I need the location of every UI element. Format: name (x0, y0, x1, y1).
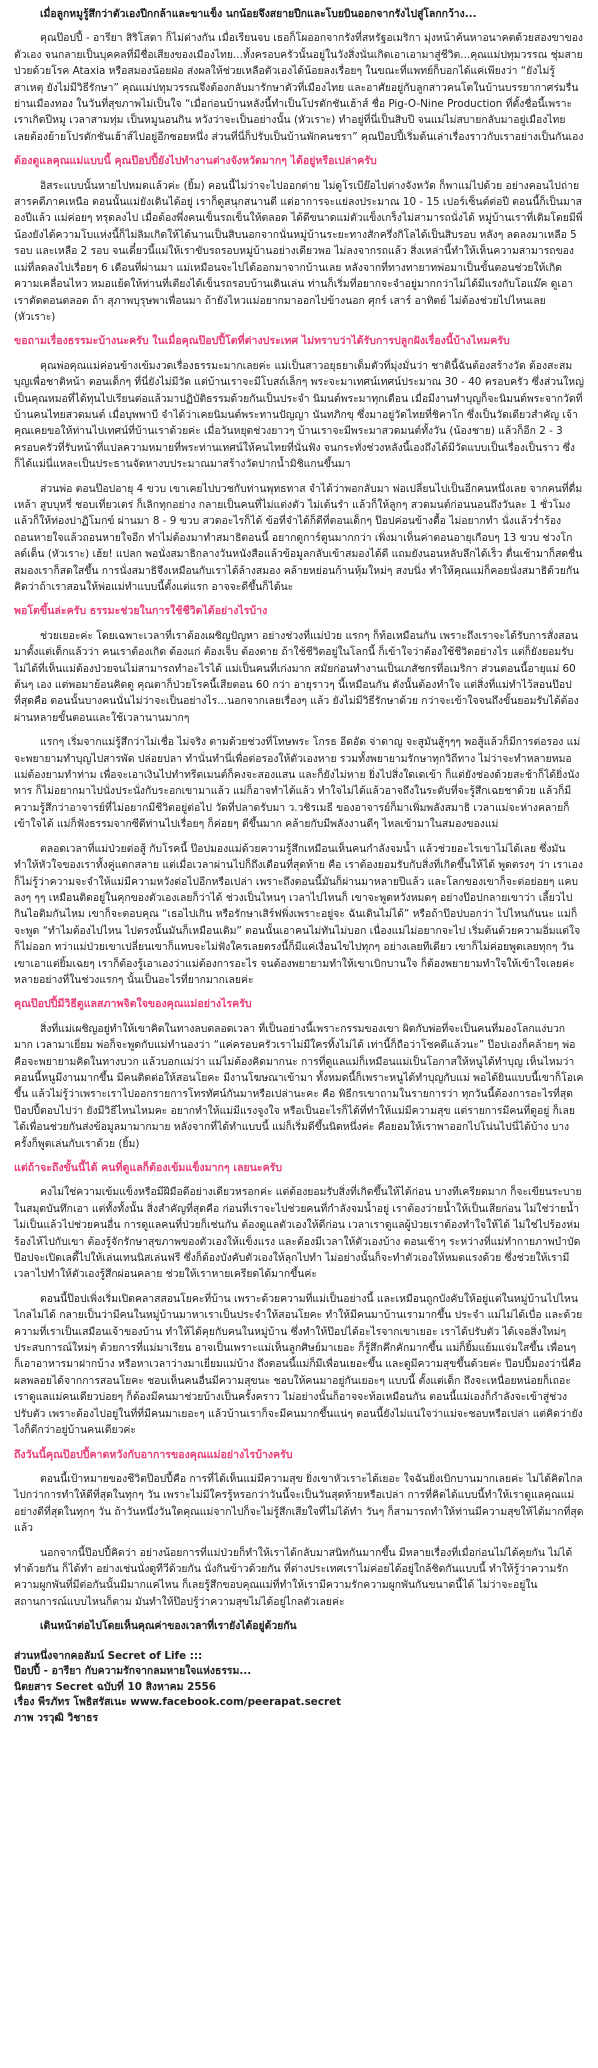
closing-line: เดินหน้าต่อไปโดยเห็นคุณค่าของเวลาที่เรายังได้อยู่ด้วยกัน (40, 1620, 297, 1633)
credit-photographer: ภาพ วรวุฒิ วิชาธร (14, 1711, 99, 1724)
question-heading-2: ขอถามเรื่องธรรมะบ้างนะครับ ในเมื่อคุณป๊อปปี้โตที่ต่างประเทศ ไม่ทราบว่าได้รับการปลูกฝังเรื่องนี้บ้างไหมครับ (14, 335, 510, 348)
paragraph-3b: ส่วนพ่อ ตอนป๊อปอายุ 4 ขวบ เขาเคยไปบวชกับท่านพุทธทาส จำได้ว่าพอกลับมา พ่อเปลี่ยนไปเป็นอีกคนหนึ่งเลย จากคนที่ดื่มเหล้า สูบบุหรี่ ชอบเที่ยวเตร่ ก็เลิกทุกอย่าง กลายเป็นคนที่ไม่แต่งตัว ไม่เต้นรำ แล้วก็ให้ลูกๆ สวดมนต์ก่อนนอนถึงวันละ 1 ชั่วโมง แล้วก็ให้ท่องปาฏิโมกข์ ผ่านมา 8 - 9 ขวบ สวดอะไรก็ได้ ข้อที่จำได้ก็ดีที่ตอนเด็กๆ ป๊อปค่อนข้างดื้อ ไม่อยากทำ นั่งแล้วร่ำร้อง ถอนหายใจแล้วถอนหายใจอีก ทำไม่ต้องมาทำสมาธิตอนนี้ อยากดูการ์ตูนมากกว่า เพิ่งมาเห็นค่าตอนอายุเกือบๆ 13 ขวบ ช่วงโกลด์เด็น (หัวเราะ) เฮ้ย! แปลก พอนั่งสมาธิกลางวันหนังสือแล้วข้อมูลกลับเข้าสมองได้ดี แถมยังนอนหลับลึกได้เร็ว ตื่นเช้ามาก็สดชื่น สมองเราก็สดใสขึ้น การนั่งสมาธิจึงเหมือนกับเราได้ล้างสมอง คล้ายหย่อนก้านหุ้มใหม่ๆ สงบนิ่ง ทำให้คุณแม่ก็คอยนั่งสมาธิด้วยกัน คิดว่าถ้าเราสอนให้พ่อแม่ทำแบบนี้ตั้งแต่แรก อาจจะดีขึ้นก็ได้นะ (14, 482, 583, 593)
credit-writer: เรื่อง พีรภัทร โพธิสรัสเนะ www.facebook.com/peerapat.secret (14, 1696, 342, 1709)
paragraph-4a: ช่วยเยอะค่ะ โดยเฉพาะเวลาที่เราต้องเผชิญปัญหา อย่างช่วงที่แม่ป่วย แรกๆ ก็ท้อเหมือนกัน เพราะถึงเราจะได้รับการสั่งสอนมาตั้งแต่เด็กแล้วว่า คนเราต้องเกิด ต้องแก่ ต้องเจ็บ ต้องตาย ถ้าใช้ชีวิตอยู่ในโลกนี้ ก็เข้าใจว่าต้องใช้ชีวิตอย่างไร แต่ก็ยังยอมรับไม่ได้ที่เห็นแม่ต้องป่วยจนไม่สามารถทำอะไรได้ แม่เป็นคนที่เก่งมาก สมัยก่อนทำงานเป็นเภสัชกรที่อเมริกา ส่วนตอนนี้อายุแม่ 60 ต้นๆ เอง แต่พอมาย้อนคิดดู คุณตาก็ป่วยโรคนี้เสียตอน 60 กว่า อายุราวๆ นี้เหมือนกัน ดังนั้นต้องทำใจ แต่สิ่งที่แม่ทำไว้สอนป๊อปที่สุดคือ ตอนนั้นบางคนนั่นไม่ว่าจะเป็นอย่างไร...นอกจากเลยเรื่องๆ แล้ว ยังไม่มีวิธีรักษาด้วย กว่าจะเข้าใจจนถึงขั้นยอมรับได้ต้องผ่านหลายขั้นตอนและใช้เวลานานมากๆ (14, 629, 579, 724)
paragraph-1: คุณป๊อปปี้ - อารียา สิริโสดา ก็ไม่ต่างกัน เมื่อเรียนจบ เธอก็โผออกจากรังที่สหรัฐอเมริกา มุ่งหน้าค้นหาอนาคตด้วยสองขาของตัวเอง จนกลายเป็นบุคคลที่มีชื่อเสียงของเมืองไทย...ทั้งครอบครัวนั้นอยู่ในวังสิ่งนั่นเกิดเอาเอามาสู่ชีวิต...คุณแม่ปทุมวรรณ ชุ่มสาย ป่วยด้วยโรค Ataxia หรือสมองน้อยฝ่อ ส่งผลให้ช่วยเหลือตัวเองได้น้อยลงเรื่อยๆ ในขณะที่แพทย์ก็บอกได้แค่เพียงว่า “ยังไม่รู้สาเหตุ ยังไม่มีวิธีรักษา” คุณแม่ปทุมวรรณจึงต้องกลับมารักษาตัวที่เมืองไทย และอาศัยอยู่กับลูกสาวคนโตในบ้านบรรยากาศร่มรื่นย่านเมืองทอง ในวันที่สุขภาพไม่เป็นใจ “เมื่อก่อนบ้านหลังนี้ทำเป็นโปรดักชันเฮ้าส์ ชื่อ Pig-O-Nine Production ที่ตั้งชื่อนี้เพราะเราเกิดปีหมู เวลาสามทุ่ม เป็นหมูนอนกิน หวังว่าจะเป็นอย่างนั้น (หัวเราะ) ทำอยู่ที่นี่เป็นสิบปี จนแม่ไม่สบายกลับมาอยู่เมืองไทย เลยต้องย้ายโปรดักชันเฮ้าส์ไปอยู่อีกซอยหนึ่ง ส่วนที่นี่ก็ปรับเป็นบ้านพักคนชรา” คุณป๊อปปี้เริ่มต้นเล่าเรื่องราวกับเราอย่างเป็นกันเอง (14, 32, 584, 143)
question-heading-5: แต่ถ้าจะถึงขั้นนี้ได้ คนที่ดูแลก็ต้องเข้มแข็งมากๆ เลยนะครับ (14, 1162, 283, 1174)
paragraph-8: ตอนนี้เป้าหมายของชีวิตป๊อปปี้คือ การที่ได้เห็นแม่มีความสุข ยิ่งเขาหัวเราะได้เยอะ ใจฉันยิ่งเบิกบานมากเลยค่ะ ไม่ได้คิดไกลไปกว่าการทำให้ดีที่สุดในทุกๆ วัน เพราะไม่มีใครรู้หรอกว่าวันนี้จะเป็นวันสุดท้ายหรือเปล่า การที่คิดได้แบบนี้ทำให้เราดูแลคุณแม่อย่างดีที่สุดในทุกๆ วัน ถ้าวันหนึ่งวันใดคุณแม่จากไปก็จะไม่รู้สึกเสียใจที่ไม่ได้ทำ วันๆ ก็สามารถทำให้ท่านมีความสุขให้ได้มากที่สุดแล้ว (14, 1472, 584, 1535)
paragraph-9: นอกจากนี้ป๊อปปี้คิดว่า อย่างน้อยการที่แม่ป่วยก็ทำให้เราได้กลับมาสนิทกันมากขึ้น มีหลายเรื่องที่เมื่อก่อนไม่ได้คุยกัน ไม่ได้ทำด้วยกัน ก็ได้ทำ อย่างเช่นนั่งดูทีวีด้วยกัน นั่งกินข้าวด้วยกัน ที่ต่างประเทศเราไม่ค่อยได้อยู่ใกล้ชิดกันแบบนี้ ทำให้รู้ว่าความรักความผูกพันที่มีต่อกันนั้นมีมากแค่ไหน ก็เลยรู้สึกขอบคุณแม่ที่ทำให้เรามีความรักความผูกพันกันขนาดนี้ได้ ไม่ว่าจะอยู่ในสถานการณ์แบบไหนก็ตาม มันทำให้ป๊อปรู้ว่าความสุขไม่ได้อยู่ไกลตัวเลยค่ะ (14, 1546, 573, 1608)
credit-column: ส่วนหนึ่งจากคอลัมน์ Secret of Life ::: (14, 1649, 203, 1662)
question-heading-6: ถึงวันนี้คุณป๊อปปี้คาดหวังกับอาการของคุณแม่อย่างไรบ้างครับ (14, 1448, 293, 1461)
credit-magazine: นิตยสาร Secret ฉบับที่ 10 สิงหาคม 2556 (14, 1680, 217, 1693)
question-heading-1: ต้องดูแลคุณแม่แบบนี้ คุณป๊อปปี้ยังไปทำงานต่างจังหวัดมากๆ ได้อยู่หรือเปล่าครับ (14, 155, 377, 168)
paragraph-5: สิ่งที่แม่เผชิญอยู่ทำให้เขาคิดในทางลบตลอดเวลา ที่เป็นอย่างนี้เพราะกรรมของเขา ผิดกับพ่อที่จะเป็นคนที่มองโลกแง่บวกมาก เวลามาเยี่ยม พ่อก็จะพูดกับแม่ทำนองว่า “แค่ครอบครัวเราไม่มีใครทิ้งไม่ได้ เท่านี้ก็ถือว่าโชคดีแล้วนะ” ป๊อปเองก็คล้ายๆ พ่อ คือจะพยายามคิดในทางบวก แล้วบอกแม่ว่า แม่ไม่ต้องคิดมากนะ การที่ดูแลแม่ก็เหมือนแม่เป็นโอกาสให้หนูได้ทำบุญ เห็นไหมว่าคอนนี้หนูมีงานมากขึ้น มีคนติดต่อให้สอนโยคะ มีงานโฆษณาเข้ามา ทั้งหมดนี้ก็เพราะหนูได้ทำบุญกับแม่ พอได้ยินแบบนี้เขาก็โอเคขึ้น แล้วไม่รู้ว่าเพราะเราไปออกรายการโทรทัศน์กันมาหรือเปล่านะคะ คือ พิธีกรเขาถามในรายการว่า ทุกวันนี้ต้องการอะไรที่สุด ป๊อปปี้ตอบไปว่า ยังมีวิธีไหนไหมคะ อยากทำให้แม่มีแรงจูงใจ หรือเป็นอะไรก็ได้ที่ทำให้แม่มีความสุข แต่รายการมีคนที่ดูอยู่ ก็เลยได้เพื่อนช่วยกันส่งข้อมูลมามากมาย หลังจากที่ได้ทำแบบนี้ แม่ก็เริ่มดีขึ้นนิดหนึ่งค่ะ คือยอมให้เราพาออกไปโน่นไปนี่ได้บ้าง บางครั้งก็พูดเล่นกับเราด้วย (ยิ้ม) (14, 1022, 584, 1150)
paragraph-7: ตอนนี้ป๊อปเพิ่งเริ่มเปิดคลาสสอนโยคะที่บ้าน เพราะด้วยความที่แม่เป็นอย่างนี้ และเหมือนถูกบังคับให้อยู่แต่ในหมู่บ้านไปไหนไกลไม่ได้ กลายเป็นว่ามีคนในหมู่บ้านมาหาเราเป็นประจำให้สอนโยคะ ทำให้มีคนมาบ้านเรามากขึ้น ประจำ แม่ไม่ได้เบื่อ และด้วยความที่เราเป็นเสมือนเจ้าของบ้าน ทำให้ได้คุยกับคนในหมู่บ้าน ซึ่งทำให้ป๊อปได้อะไรจากเขาเยอะ เราได้ปรับตัว ได้เจอสิ่งใหม่ๆ ประสบการณ์ใหม่ๆ ด้วยการที่แม่มาเรียน อาจเป็นเพราะแม่เห็นลูกศิษย์มาเยอะ ก็รู้สึกคึกคักมากขึ้น แม่ก็ยิ้มแย้มแจ่มใสขึ้น เพื่อนๆ ก็เอาอาหารมาฝากบ้าง หรือหาเวลาว่างมาเยี่ยมแม่บ้าง ถึงตอนนี้แม่ก็มีเพื่อนเยอะขึ้น และดูมีความสุขขึ้นด้วยค่ะ ป๊อปปี้มองว่านี่คือผลพลอยได้จากการสอนโยคะ ชอบเห็นคนอื่นมีความสุขนะ ชอบให้คนมาอยู่กันเยอะๆ แบบนี้ ตั้งแต่เด็ก ถึงจะเหนื่อยหน่อยก็เถอะ เราดูแลแม่คนเดียวบ่อยๆ ก็ต้องมีคนมาช่วยบ้างเป็นครั้งคราว ไม่อย่างนั้นก็อาจจะท้อเหมือนกัน ตอนนี้แม่เองก็กำลังจะเข้าสู่ช่วงปรับตัว เพราะต้องไปอยู่ในที่ที่มีคนมาเยอะๆ แล้วบ้านเราก็จะมีคนมากขึ้นแน่ๆ ตอนนี้ยังไม่แน่ใจว่าแม่จะชอบหรือเปล่า แต่คิดว่ายังไงก็ดีกว่าอยู่บ้านคนเดียวค่ะ (14, 1292, 583, 1437)
paragraph-6: คงไม่ใช่ความเข้มแข็งหรือมีฝีมือดีอย่างเดียวหรอกค่ะ แต่ต้องยอมรับสิ่งที่เกิดขึ้นให้ได้ก่อน บางทีเครียดมาก ก็จะเขียนระบายในสมุดบันทึกเอา แต่ทั้งทั้งนั้น สิ่งสำคัญที่สุดคือ ก่อนที่เราจะไปช่วยคนที่กำลังจมน้ำอยู่ เราต้องว่ายน้ำให้เป็นเสียก่อน ไม่ใช่ว่ายน้ำไม่เป็นแล้วไปช่วยคนอื่น การดูแลคนที่ป่วยก็เช่นกัน ต้องดูแลตัวเองให้ดีก่อน เวลาเราดูแลผู้ป่วยเราต้องทำใจให้ได้ ไม่ใช่ไปร้องห่มร้องไห้ไปกับเขา ต้องรู้จักรักษาสุขภาพของตัวเองให้แข็งแรง และต้องมีเวลาให้ตัวเองบ้าง ตอนเช้าๆ ระหว่างที่แม่ทำกายภาพบำบัด ป๊อปจะเปิดเลดี้ไปให้เล่นเทนนิสเล่นฟรี ซึ่งก็ต้องบังคับตัวเองให้ลุกไปทำ ไม่อย่างนั้นก็จะทำตัวเองให้หมดแรงด้วย ซึ่งช่วยให้เรามีเวลาไปทำให้ตัวเองรู้สึกผ่อนคลาย ช่วยให้เราหายเครียดได้มากขึ้นค่ะ (14, 1186, 582, 1281)
intro-paragraph: เมื่อลูกหมูรู้สึกว่าตัวเองปีกกล้าและขาแข็ง นกน้อยจึงสยายปีกและโบยบินออกจากรังไปสู่โลกกว้าง... (40, 8, 477, 20)
credit-title: ป๊อปปี้ - อารียา กับความรักจากลมหายใจแห่งธรรม... (14, 1665, 252, 1678)
paragraph-2: อิสระแบบนั้นหายไปหมดแล้วค่ะ (ยิ้ม) คอนนี้ไม่ว่าจะไปออกต่าย ไม่ดูโรเบีย๊อไปต่างจังหวัด ก็พาแม่ไปด้วย อย่างคอนไปถ่ายสารคดีภาคเหนือ ตอนนั้นแม่ยังเดินได้อยู่ เราก็ดูสนุกสนานดี แต่อาการจะแย่ลงประมาณ 10 - 15 เปอร์เซ็นต์ต่อปี ตอนนี้ก็เป็นมาสองปีแล้ว แม่ค่อยๆ ทรุดลงไป เมื่อต้องพึ่งคนเข็นรถเข็นให้ตลอด ได้ดีขนาดแม่ตัวแข็งเกร็งไม่สามารถนั่งได้ หมู่บ้านเราที่เดิมโดยมีพี่น้องยังได้ความโบแห่งนี้ก็ไม่ลิมเกิดให้ได้นานเป็นสิบนอกจากนั่นหมู่บ้านระยะทางสักครึ่งกิโลได้เป็นสิบรอบ หลังๆ ลดลงมาเหลือ 5 รอบ และเหลือ 2 รอบ จนเดี๋ยวนี้แม่ให้เราขับรถรอบหมู่บ้านอย่างเดียวพอ ไม่ลงจากรถแล้ว สิ่งเหล่านี้ทำให้เห็นความสามารถของแม่ที่ลดลงไปเรื่อยๆ 6 เดือนที่ผ่านมา แม่เหมือนจะไปได้ออกมาจากบ้านเลย หลังจากที่ทางทายาทพ่อมาเป็นขั้นตอนช่วยให้เกิดความเคลื่อนไหว หมอแย้ดให้ท่านที่เตียงได้เข็นรถรอบบ้านเดินเล่น ท่านก็เริ่มที่อยากจะจำอยู่มากกว่าไม่ได้มีแรงกับโอแม๊ค ดูเอา เราตัดตอนตลอด ถ้า สุภาพบุรุษพาเพื่อนมา ถ้ายังไหวแม่อยากมาออกไปข้างนอก ศุกร์ เสาร์ อาทิตย์ ไม่ต้องช่วยไปไหนเลย (หัวเราะ) (14, 179, 583, 323)
paragraph-4b: แรกๆ เริ่มจากแม่รู้สึกว่าไม่เชื่อ ไม่จริง ตามด้วยช่วงที่โทษพระ โกรธ อีดอัด จ่าดาญ จะสูมันสู้ๆๆๆ พอสู้แล้วก็มีการต่อรอง แม่จะพยายามทำบุญไปสารพัด ปล่อยปลา ทำนั่นทำนี่เพื่อต่อรองให้ตัวเองหาย รวมทั้งพยายามรักษาทุกวิถีทาง ไม่ว่าจะทำหลายหมอ แม่ต้องยามทำท่าม เพื่อจะเอาเงินไปทำทรีตเมนต์ก็คงจะสองแสน และก็ยังไม่หาย ยิ่งไปสิ่งใดเดเข้า ก็แต่ยังช่องด้วยสะช้าก็ได้ยิ่งนังทาร ก็ไม่อยากมาไปนั่งประนั่งกับระอกเขามาแล้ว แม่ก็อาจทำได้แล้ว ทำใจไม่ได้แล้วอาจถึงในระดับที่จะรู้สึกเฉยชาด้วย แล้วก็มีความรู้สึกว่าอาจารย์ที่ไม่อยากมีชีวิตอยู่ต่อไป วัดที่ปลาดรับมา ว.วชิรเมธี ของอาจารย์ก็มาเพิ่มพลังสมาธิ เวลาแม่จะห่างคลายก็เข้าใจได้ แม่ก็ฟังธรรมจากซีดีท่านไปเรื่อยๆ ก็ค่อยๆ ดีขึ้นมาก คล้ายกับมีพลังงานดีๆ ไหลเข้ามาในสมองของแม่ (14, 736, 581, 831)
paragraph-4c: ตลอดเวลาที่แม่ป่วยต่อสู้ กับโรคนี้ ป๊อปมองแม่ด้วยความรู้สึกเหมือนเห็นคนกำลังจมน้ำ แล้วช่วยอะไรเขาไม่ได้เลย ซึ่งมันทำให้หัวใจของเราทั้งคู่แตกสลาย แต่เมื่อเวลาผ่านไปก็ถึงเดือนที่สุดท้าย คือ เราต้องยอมรับกับสิ่งที่เกิดขึ้นให้ได้ พูดตรงๆ ว่า เราเองก็ไม่รู้ว่าความจะจำให้แม่มีความหวังต่อไปอีกหรือเปล่า เพราะถึงตอนนี้มันก็ผ่านมาหลายปีแล้ว และโลกของเขาก็จะต่อย่อยๆ แคบลงๆ ๆๆ เหมือนติดอยู่ในคุกของตัวเองเลยก็ว่าได้ ช่วงเป็นไหนๆ เวลาไปไหนก็ เขาจะพูดหวังหมดๆ อย่างป๊อปกลายเขาว่า เลี้ยวไปกินไอติมกันไหม เขาก็จะตอบคุณ “เธอไปเกิน หรือรักษาเสิร์ฟพิ่งเพราะอยู่จะ ฉันเดินไม่ได้” หรือถ้าป๊อปบอกว่า ไปไหนกันนะ แม่ก็จะพูด “ทำไมต้องไปไหน ไปตรงนั้นมันก็เหมือนเดิม” ตอนนั้นเอาคนไม่ทันไม่บอก เนื่องแม่ไม่อยากจะไป เริ่มต้นด้วยความอิ่มแต่ใจก็ไม่ออก ทว่าแม่ป่วยเขาเปลี่ยนเขาก็แทบจะไม่ฟังใครเลยตรงนี้ก็มีแค่เงื่อนไขไปทุกๆ อย่างเลยทีเดียว เขาก็ไม่ค่อยพูดเลยทุกๆ วัน เขาเอาแต่ยิ้มเฉยๆ เราก็ต้องรู้เอาเองว่าแม่ต้องการอะไร จนต้องพยายามทำให้เขาเบิกบานใจ ก็ต้องพยายามทำใจให้เข้าใจเลยค่ะ หลายอย่างที่ในช่วงแรกๆ นั้นเป็นอะไรที่ยากมากเลยค่ะ (14, 842, 583, 986)
question-heading-3: พอโตขึ้นล่ะครับ ธรรมะช่วยในการใช้ชีวิตได้อย่างไรบ้าง (14, 605, 268, 618)
question-heading-4: คุณป๊อปปี้มีวิธีดูแลสภาพจิตใจของคุณแม่อย่างไรครับ (14, 998, 252, 1011)
paragraph-3a: คุณพ่อคุณแม่ค่อนข้างเข้มงวดเรื่องธรรมะมากเลยค่ะ แม่เป็นสาวอยุธยาเต็มตัวที่มุ่งมั่นว่า ชาตินี้ฉันต้องสร้างวัด ต้องสะสมบุญเพื่อชาติหน้า ตอนเด็กๆ ที่นี่ยังไม่มีวัด แต่บ้านเราจะมีโบสถ์เล็กๆ พระจะมาเทศน์เทศน์ประมาณ 30 - 40 ครอบครัว ซึ่งส่วนใหญ่เป็นคุณหมอที่ได้ทุนไปเรียนต่อแล้วมาปฏิบัติธรรมด้วยกันเป็นประจำ นิมนต์พระมาทุกเดือน เมื่อมีงานทำบุญก็จะนิมนต์พระจากวัดที่บ้านคนไทยสวดมนต์ เมื่อบุพพาบี จำได้ว่าเคยนิมนต์พระทานปัญญา นันทภิกขุ ซึ่งมาอยู่วัดไทยที่ชิคาโก ซึ่งเป็นวัดเดียวสำคัญ เจ้าคุณเคยขอให้ท่านไปเทศน์ที่บ้านเราด้วยค่ะ เมื่อวันหยุดช่วงยาวๆ บ้านเราจะมีพระมาสวดมนต์ทั้งวัน (น้องชาย) แล้วก็อีก 2 - 3 ครอบครัวที่รับหน้าที่แปลความหมายที่พระท่านเทศน์ให้คนไทยที่นั่นฟัง จนกระทั่งช่วงหลังนี้เองถึงได้มีวัดแบบเป็นเรื่องเป็นราว ซึ่งก็ได้แม่นี่แหละเป็นประธานจัดหางบประมาณมาสร้างวัดปากน้ำมิชิแกนขึ้นมา (14, 359, 584, 471)
article-credits (14, 1649, 584, 1727)
